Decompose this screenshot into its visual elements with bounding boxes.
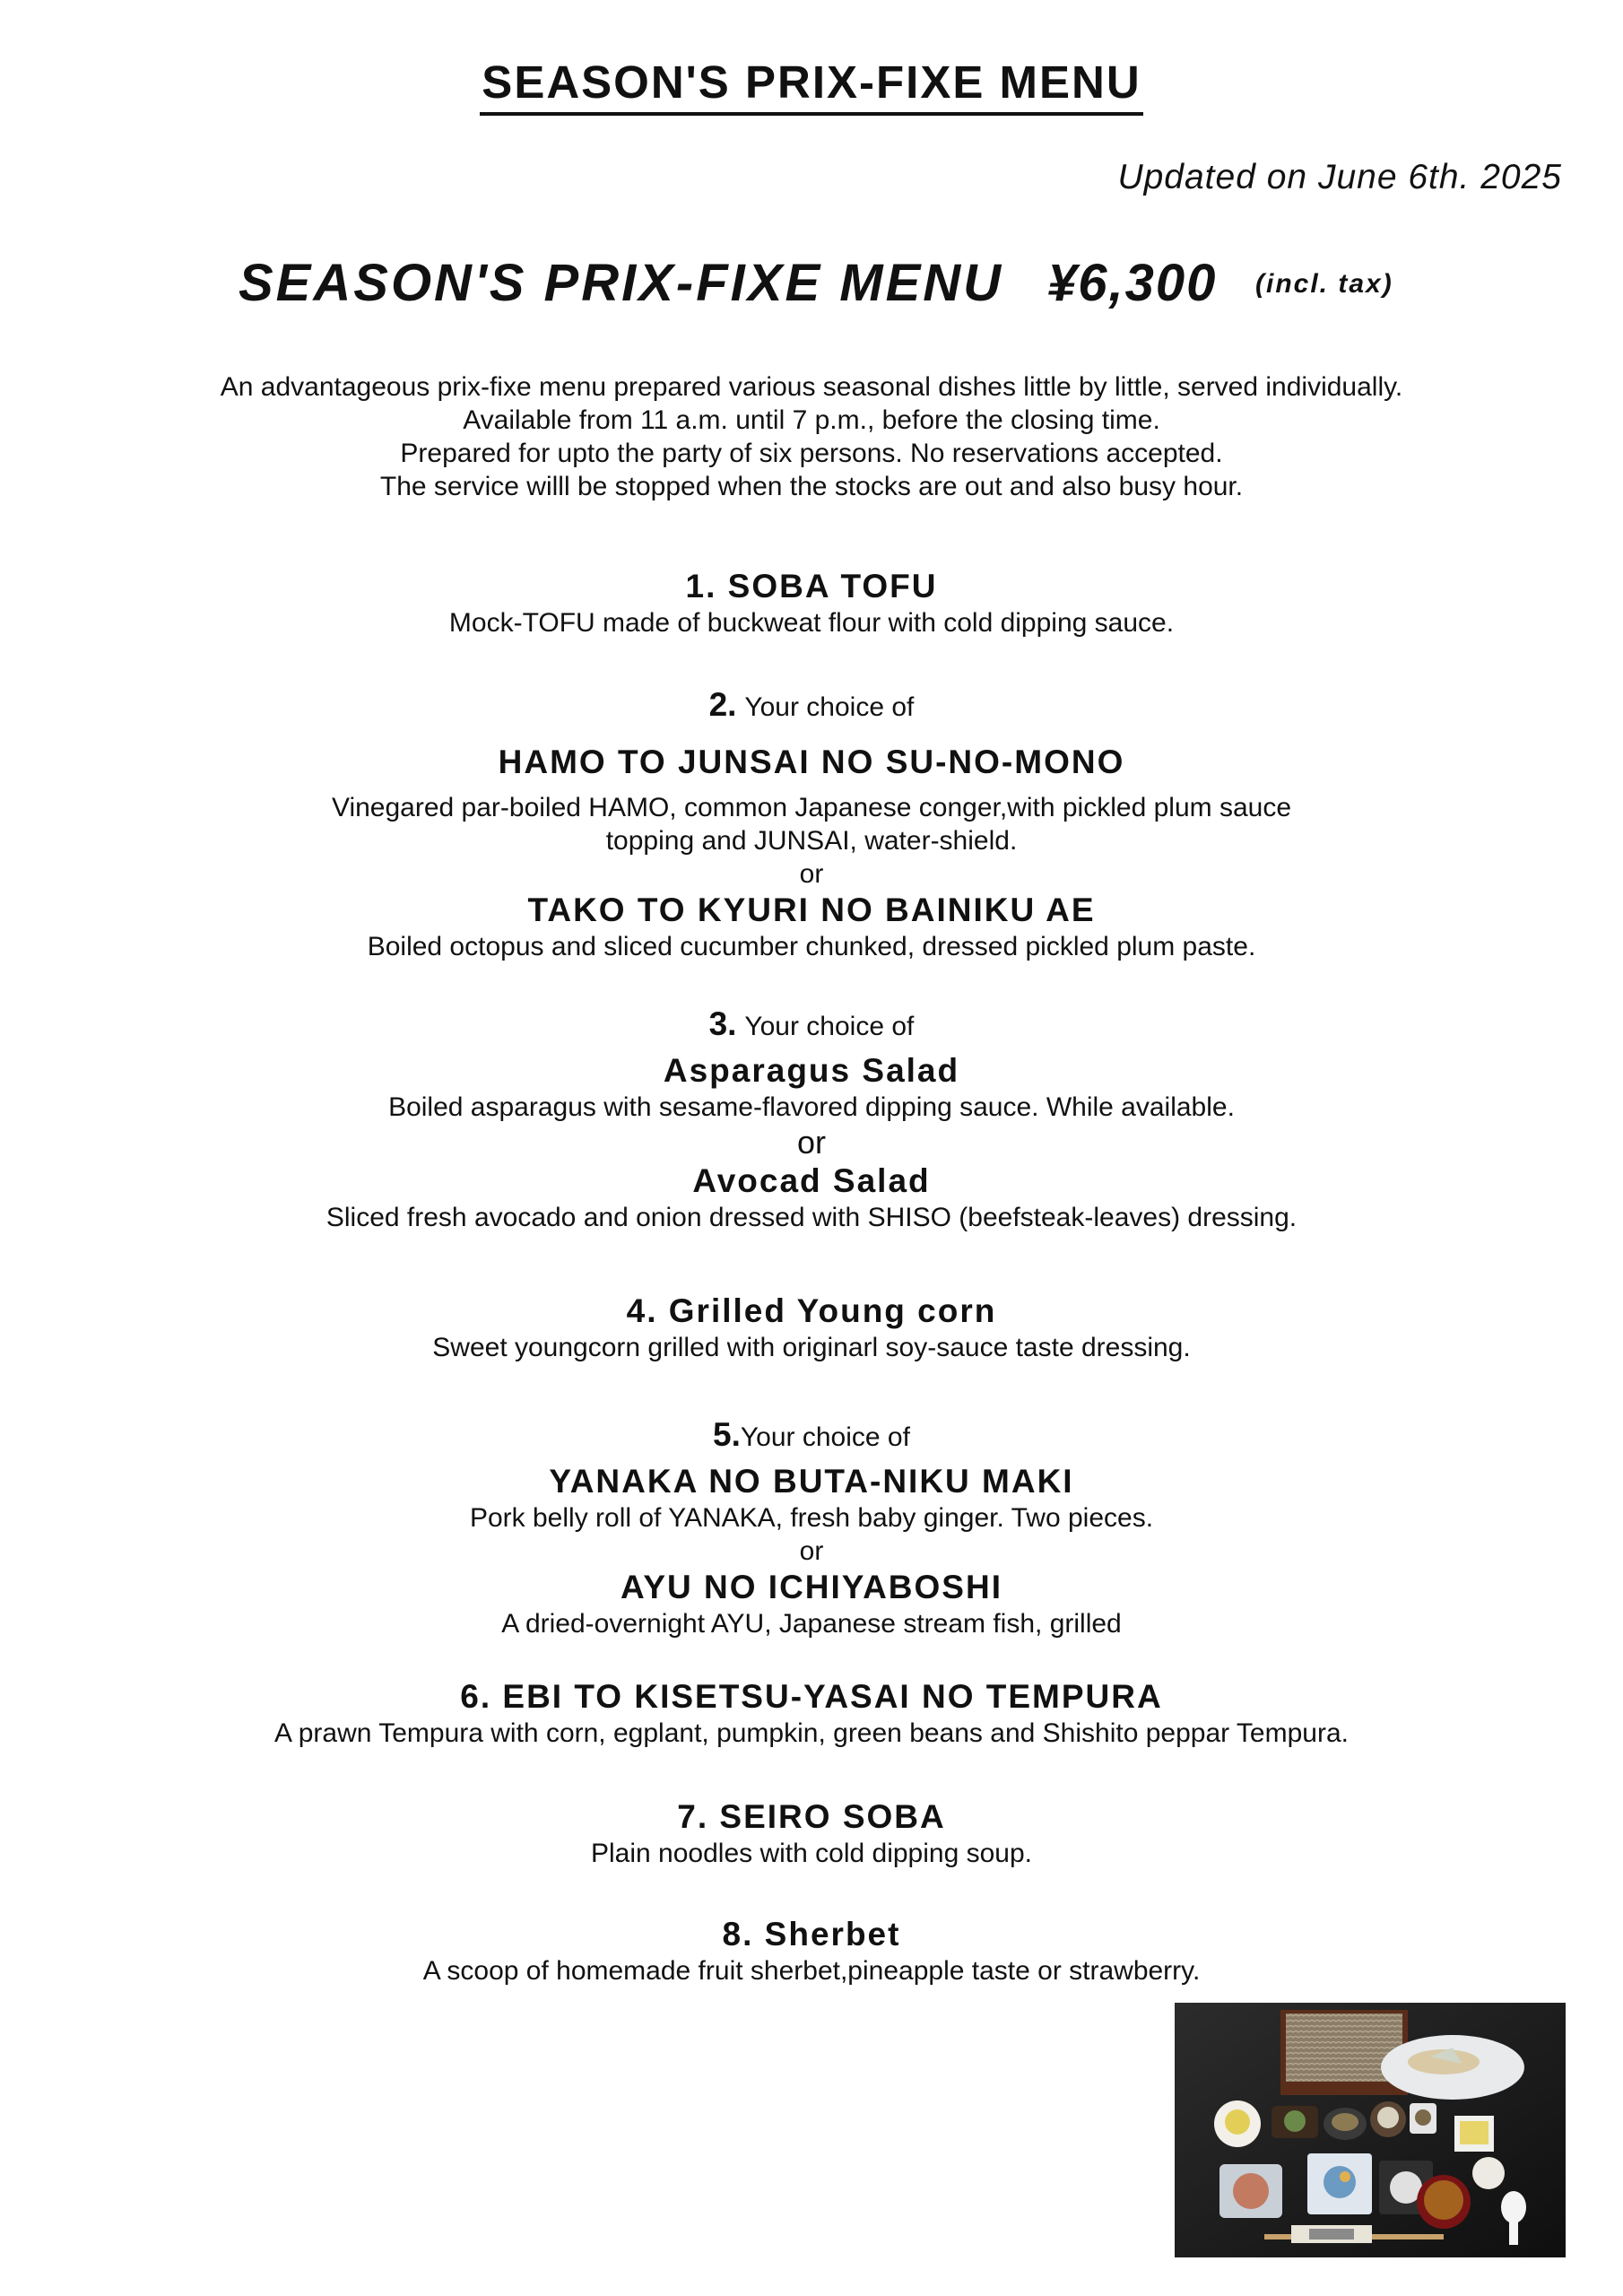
course-or: or [796,1124,826,1161]
course-choice-label: Your choice of [744,1012,915,1041]
course-option-title: YANAKA NO BUTA-NIKU MAKI [549,1463,1074,1500]
page-title-wrap [0,56,1623,116]
course-option-desc: Boiled asparagus with sesame-flavored dipping sauce. While available. [388,1092,1235,1122]
course-or: or [799,1536,824,1566]
course-4 [0,1292,1623,1364]
course-option-title: TAKO TO KYURI NO BAINIKU AE [527,891,1096,928]
set-meal-photo-icon [1175,2003,1566,2257]
menu-name: SEASON'S PRIX-FIXE MENU [239,254,1004,312]
course-5 [0,1415,1623,1640]
course-desc: Plain noodles with cold dipping soup. [591,1839,1032,1868]
course-option-desc: A dried-overnight AYU, Japanese stream fish, grilled [501,1609,1122,1639]
course-number: 5. [713,1416,741,1453]
intro-text [0,370,1623,503]
intro-line: Available from 11 a.m. until 7 p.m., before the closing time. [463,405,1160,435]
tax-note: (incl. tax) [1255,269,1393,299]
menu-price: ¥6,300 [1047,254,1218,312]
intro-line: The service willl be stopped when the stocks are out and also busy hour. [379,472,1244,501]
course-6 [0,1677,1623,1750]
menu-headline [0,253,1623,325]
course-option-title: HAMO TO JUNSAI NO SU-NO-MONO [498,744,1125,780]
intro-line: An advantageous prix-fixe menu prepared various seasonal dishes little by little, served individually. [220,372,1403,402]
course-option-desc: Pork belly roll of YANAKA, fresh baby ginger. Two pieces. [469,1503,1154,1533]
course-desc: A prawn Tempura with corn, egplant, pumpkin, green beans and Shishito peppar Tempura. [274,1718,1349,1748]
intro-line: Prepared for upto the party of six persons. No reservations accepted. [400,439,1223,468]
course-number: 3. [708,1005,737,1042]
course-or: or [799,859,824,889]
course-desc: Sweet youngcorn grilled with originarl soy-sauce taste dressing. [432,1333,1191,1362]
set-meal-photo [1175,2003,1566,2257]
course-option-desc: Boiled octopus and sliced cucumber chunked, dressed pickled plum paste. [367,932,1256,961]
course-title: 6. EBI TO KISETSU-YASAI NO TEMPURA [460,1678,1163,1715]
course-option-desc: Sliced fresh avocado and onion dressed with SHISO (beefsteak-leaves) dressing. [325,1203,1298,1232]
course-title: 8. Sherbet [722,1916,901,1952]
course-option-desc: topping and JUNSAI, water-shield. [605,826,1018,856]
course-choice-label: Your choice of [744,692,915,722]
course-8 [0,1915,1623,1987]
course-option-title: Asparagus Salad [663,1052,960,1089]
course-number: 2. [708,686,737,723]
course-7 [0,1797,1623,1870]
course-desc: A scoop of homemade fruit sherbet,pineapple taste or strawberry. [422,1956,1201,1986]
course-desc: Mock-TOFU made of buckweat flour with cold dipping sauce. [448,608,1175,638]
course-3 [0,1004,1623,1234]
course-option-title: Avocad Salad [692,1162,931,1199]
course-title: 7. SEIRO SOBA [677,1798,946,1835]
course-1 [0,567,1623,639]
course-2 [0,685,1623,963]
updated-date: Updated on June 6th. 2025 [1117,158,1562,196]
course-title: 4. Grilled Young corn [626,1292,997,1329]
course-option-desc: Vinegared par-boiled HAMO, common Japanese conger,with pickled plum sauce [331,793,1292,822]
course-title: 1. SOBA TOFU [685,568,938,604]
page-title: SEASON'S PRIX-FIXE MENU [480,56,1142,116]
course-option-title: AYU NO ICHIYABOSHI [621,1569,1002,1605]
course-choice-label: Your choice of [740,1422,910,1452]
